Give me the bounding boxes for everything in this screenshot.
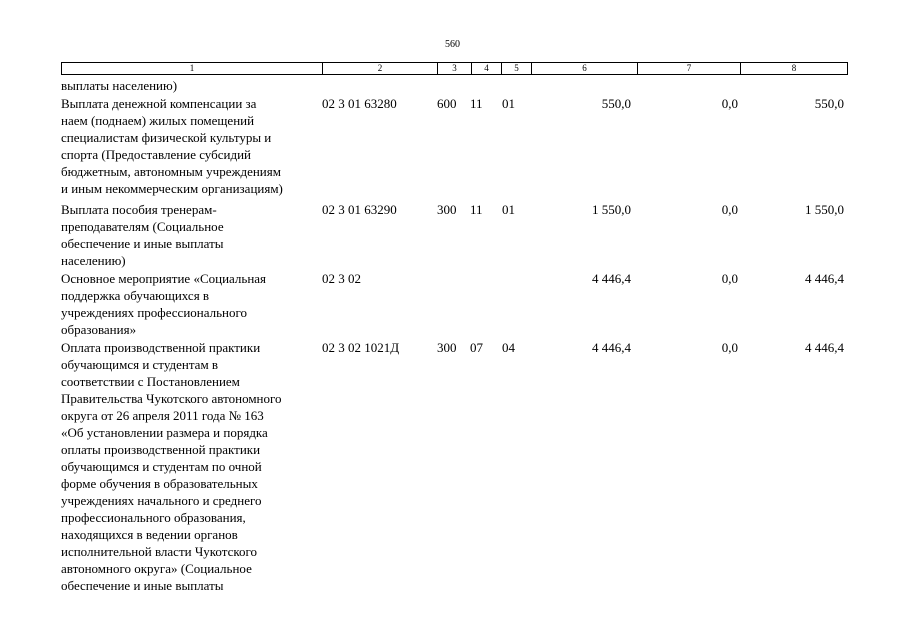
row-rz: 11 [470,96,483,111]
header-col-8: 8 [740,63,847,74]
row-code: 02 3 02 [322,271,361,286]
row-value-8: 550,0 [814,96,844,111]
row-vr: 300 [437,202,457,217]
row-value-6: 4 446,4 [592,340,631,355]
row-code: 02 3 02 1021Д [322,340,400,355]
row-pr: 04 [502,340,515,355]
row-pr: 01 [502,96,515,111]
row-name: Выплата пособия тренерам- преподавателям (Социальное обеспечение и иные выплаты населению) [61,202,224,268]
row-code: 02 3 01 63290 [322,202,397,217]
page-number: 560 [445,39,460,50]
row-name: Выплата денежной компенсации за наем (поднаем) жилых помещений специалистам физической культуры и спорта (Предоставление субсидий бюджетным, автономным учреждениям и иным некоммерческим организациям) [61,96,283,196]
row-pr: 01 [502,202,515,217]
row-value-7: 0,0 [721,340,738,355]
header-col-2: 2 [322,63,437,74]
header-col-5: 5 [501,63,531,74]
row-name: Оплата производственной практики обучающимся и студентам в соответствии с Постановлением Правительства Чукотского автономного округа от 26 апреля 2011 года № 163 «Об установлении размера и порядка оплаты производственной практики обучающимся и студентам по очной форме обучения в образовательных учреждениях начального и среднего профессионального образования, находящихся в ведении органов исполнительной власти Чукотского автономного округа» (Социальное обеспечение и иные выплаты [61,340,282,593]
row-value-8: 4 446,4 [805,340,844,355]
row-vr: 600 [437,96,457,111]
row-value-7: 0,0 [721,96,738,111]
row-code: 02 3 01 63280 [322,96,397,111]
header-col-3: 3 [437,63,471,74]
row-value-8: 4 446,4 [805,271,844,286]
row-value-7: 0,0 [721,271,738,286]
header-col-7: 7 [637,63,740,74]
table-header [61,62,848,75]
row-name: Основное мероприятие «Социальная поддержка обучающихся в учреждениях профессионального образования» [61,271,267,337]
row-rz: 07 [470,340,483,355]
row-value-8: 1 550,0 [805,202,844,217]
header-col-1: 1 [189,63,195,73]
header-col-6: 6 [531,63,637,74]
row-value-6: 550,0 [601,96,631,111]
row-value-7: 0,0 [721,202,738,217]
row-name: выплаты населению) [61,78,178,93]
row-value-6: 4 446,4 [592,271,631,286]
row-value-6: 1 550,0 [592,202,631,217]
row-rz: 11 [470,202,483,217]
header-col-4: 4 [471,63,501,74]
row-vr: 300 [437,340,457,355]
